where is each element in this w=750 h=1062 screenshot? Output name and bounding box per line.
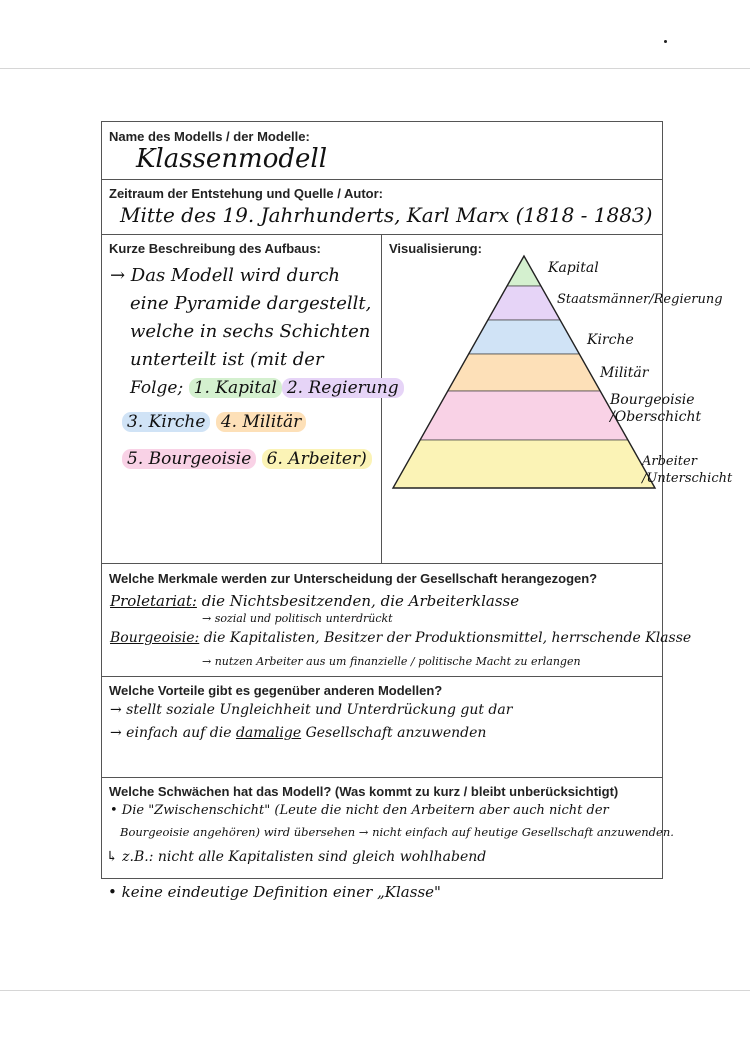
pyramid-label-regierung: Staatsmänner/Regierung (557, 292, 723, 307)
highlight-kapital: 1. Kapital (189, 378, 282, 398)
row-divider (102, 234, 662, 235)
page-top-rule (0, 68, 750, 69)
column-divider (381, 235, 382, 563)
pyramid-label-kapital: Kapital (548, 260, 599, 276)
highlight-arbeiter: 6. Arbeiter) (262, 449, 372, 469)
description-line: welche in sechs Schichten (130, 321, 371, 342)
bourgeoisie-subnote: → nutzen Arbeiter aus um finanzielle / politische Macht zu erlangen (202, 655, 581, 668)
pyramid-layer (448, 354, 600, 391)
proletariat-definition: die Nichtsbesitzenden, die Arbeiterklasse (201, 592, 520, 610)
features-label: Welche Merkmale werden zur Unterscheidung der Gesellschaft herangezogen? (109, 571, 598, 586)
folge-text: Folge; (130, 378, 184, 398)
pyramid-label-arbeiter: Arbeiter /Unterschicht (642, 454, 733, 486)
name-label: Name des Modells / der Modelle: (109, 129, 310, 144)
pyramid-layer (420, 391, 628, 440)
description-label: Kurze Beschreibung des Aufbaus: (109, 241, 321, 256)
row-divider (102, 777, 662, 778)
page-mark (664, 40, 667, 43)
time-label: Zeitraum der Entstehung und Quelle / Autor: (109, 186, 383, 201)
pyramid-layer (393, 440, 655, 488)
advantage-line: → stellt soziale Ungleichheit und Unterdrückung gut dar (110, 702, 513, 718)
advantage-line (110, 725, 486, 741)
advantage-emphasis: damalige (235, 725, 302, 741)
worksheet-table (101, 121, 733, 879)
pyramid-label-kirche: Kirche (587, 332, 634, 348)
highlight-militaer: 4. Militär (216, 412, 306, 432)
page-bottom-rule (0, 990, 750, 991)
advantage-text: Gesellschaft anzuwenden (305, 725, 487, 741)
highlight-kirche: 3. Kirche (122, 412, 210, 432)
row-divider (102, 563, 662, 564)
proletariat-subnote: → sozial und politisch unterdrückt (202, 612, 393, 625)
visualization-label: Visualisierung: (389, 241, 482, 256)
weakness-line: Bourgeoisie angehören) wird übersehen → nicht einfach auf heutige Gesellschaft anzuwenden. (120, 825, 674, 839)
row-divider (102, 179, 662, 180)
bourgeoisie-definition: die Kapitalisten, Besitzer der Produktionsmittel, herrschende Klasse (203, 630, 692, 646)
proletariat-term: Proletariat: (110, 592, 197, 610)
highlight-bourgeoisie: 5. Bourgeoisie (122, 449, 256, 469)
weakness-line: • Die "Zwischenschicht" (Leute die nicht den Arbeitern aber auch nicht der (110, 803, 609, 818)
bourgeoisie-term: Bourgeoisie: (110, 630, 200, 646)
description-line: unterteilt ist (mit der (130, 349, 324, 370)
proletariat-line (110, 592, 519, 610)
description-line (130, 378, 404, 398)
pyramid-label-militaer: Militär (600, 365, 649, 381)
description-line: eine Pyramide dargestellt, (130, 293, 372, 314)
advantage-text: → einfach auf die (110, 725, 232, 741)
description-line (122, 449, 372, 469)
description-line: → Das Modell wird durch (110, 265, 341, 286)
weaknesses-label: Welche Schwächen hat das Modell? (Was kommt zu kurz / bleibt unberücksichtigt) (109, 784, 619, 799)
description-line (122, 412, 306, 432)
row-divider (102, 676, 662, 677)
pyramid-layer (507, 256, 541, 286)
pyramid-layer (488, 286, 560, 320)
name-value: Klassenmodell (136, 144, 328, 174)
pyramid-label-bourgeoisie: Bourgeoisie /Oberschicht (610, 392, 702, 425)
weakness-line: ↳ z.B.: nicht alle Kapitalisten sind gleich wohlhabend (106, 849, 487, 865)
time-value: Mitte des 19. Jahrhunderts, Karl Marx (1818 - 1883) (120, 203, 653, 227)
highlight-regierung: 2. Regierung (282, 378, 404, 398)
bourgeoisie-line (110, 630, 691, 646)
weakness-line-outside: • keine eindeutige Definition einer „Klasse" (108, 883, 441, 901)
advantages-label: Welche Vorteile gibt es gegenüber anderen Modellen? (109, 683, 443, 698)
